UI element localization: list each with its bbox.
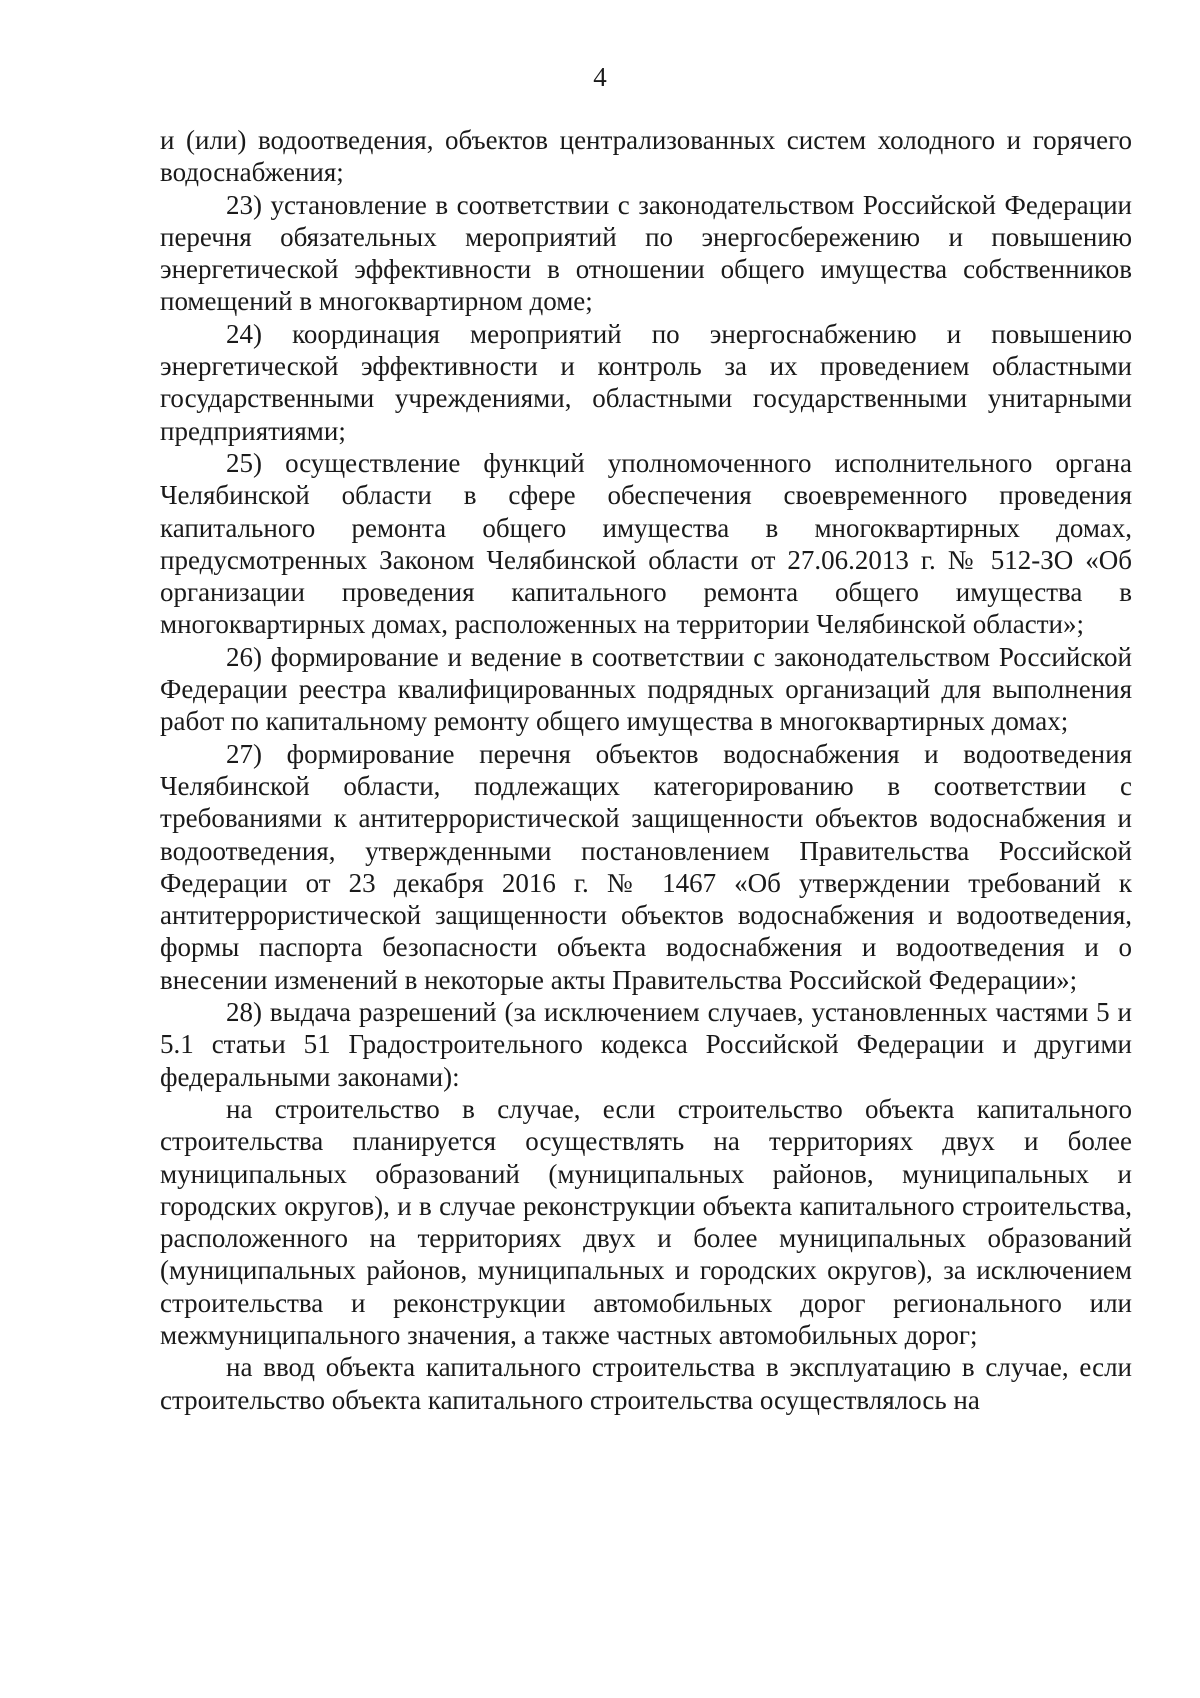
paragraph-item-23: 23) установление в соответствии с законодательством Российской Федерации перечня обязательных мероприятий по энергосбережению и повышению энергетической эффективности в отношении общего имущества собственников помещений в многоквартирном доме; — [160, 189, 1132, 317]
paragraph-item-25: 25) осуществление функций уполномоченного исполнительного органа Челябинской области в сфере обеспечения своевременного проведения капитального ремонта общего имущества в многоквартирных домах, предусмотренных Законом Челябинской области от 27.06.2013 г. № 512-ЗО «Об организации проведения капитального ремонта общего имущества в многоквартирных домах, расположенных на территории Челябинской области»; — [160, 447, 1132, 640]
paragraph-item-24: 24) координация мероприятий по энергоснабжению и повышению энергетической эффективности и контроль за их проведением областными государственными учреждениями, областными государственными унитарными предприятиями; — [160, 318, 1132, 446]
paragraph-item-26: 26) формирование и ведение в соответствии с законодательством Российской Федерации реестра квалифицированных подрядных организаций для выполнения работ по капитальному ремонту общего имущества в многоквартирных домах; — [160, 641, 1132, 737]
paragraph-commissioning-permit: на ввод объекта капитального строительства в эксплуатацию в случае, если строительство объекта капитального строительства осуществлялось на — [160, 1352, 1132, 1415]
page-number: 4 — [593, 62, 607, 92]
paragraph-construction-permit: на строительство в случае, если строительство объекта капитального строительства планируется осуществлять на территориях двух и более муниципальных образований (муниципальных районов, муниципальных и городских округов), и в случае реконструкции объекта капитального строительства, расположенного на территориях двух и более муниципальных образований (муниципальных районов, муниципальных и городских округов), за исключением строительства и реконструкции автомобильных дорог регионального или межмуниципального значения, а также частных автомобильных дорог; — [160, 1093, 1132, 1350]
document-body — [160, 124, 1132, 1416]
paragraph-item-27: 27) формирование перечня объектов водоснабжения и водоотведения Челябинской области, подлежащих категорированию в соответствии с требованиями к антитеррористической защищенности объектов водоснабжения и водоотведения, утвержденными постановлением Правительства Российской Федерации от 23 декабря 2016 г. № 1467 «Об утверждении требований к антитеррористической защищенности объектов водоснабжения и водоотведения, формы паспорта безопасности объекта водоснабжения и водоотведения и о внесении изменений в некоторые акты Правительства Российской Федерации»; — [160, 738, 1132, 995]
paragraph-item-28: 28) выдача разрешений (за исключением случаев, установленных частями 5 и 5.1 статьи 51 Градостроительного кодекса Российской Федерации и другими федеральными законами): — [160, 997, 1132, 1092]
paragraph-continuation: и (или) водоотведения, объектов централизованных систем холодного и горячего водоснабжения; — [160, 125, 1132, 188]
